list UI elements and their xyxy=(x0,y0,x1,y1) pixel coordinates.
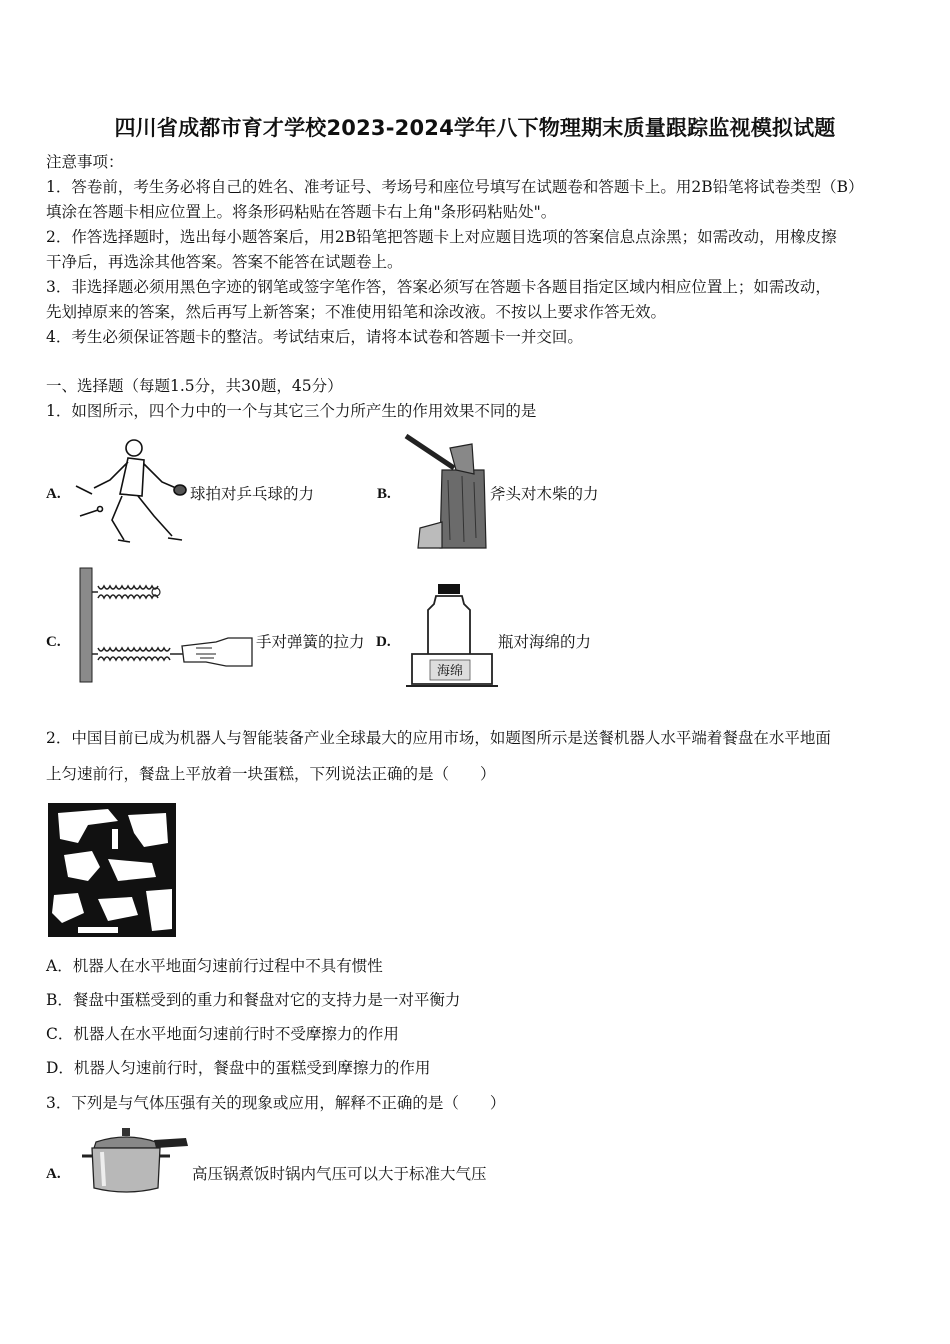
notice-line: 先划掉原来的答案，然后再写上新答案；不准使用铅笔和涂改液。不按以上要求作答无效。 xyxy=(46,303,667,321)
document-title: 四川省成都市育才学校2023-2024学年八下物理期末质量跟踪监视模拟试题 xyxy=(114,116,836,140)
notice-line: 干净后，再选涂其他答案。答案不能答在试题卷上。 xyxy=(46,253,403,271)
q1-option-b-letter: B. xyxy=(377,486,391,502)
spring-pull-image xyxy=(76,566,256,686)
q1-option-a-letter: A. xyxy=(46,486,61,502)
q1-option-b-text: 斧头对木柴的力 xyxy=(490,485,599,503)
q1-option-d-letter: D. xyxy=(376,634,391,650)
q1-option-c-letter: C. xyxy=(46,634,61,650)
section-heading: 一、选择题（每题1.5分，共30题，45分） xyxy=(46,377,343,395)
q3-option-a-letter: A. xyxy=(46,1166,61,1182)
question-2-stem-line1: 2．中国目前已成为机器人与智能装备产业全球最大的应用市场，如题图所示是送餐机器人水平端着餐盘在水平地面 xyxy=(46,729,831,747)
question-1-stem: 1．如图所示，四个力中的一个与其它三个力所产生的作用效果不同的是 xyxy=(46,402,537,420)
q1-option-c-text: 手对弹簧的拉力 xyxy=(256,633,365,651)
q1-option-a-text: 球拍对乒乓球的力 xyxy=(190,485,315,503)
notice-line: 2．作答选择题时，选出每小题答案后，用2B铅笔把答题卡上对应题目选项的答案信息点涂黑；如需改动，用橡皮擦 xyxy=(46,228,837,246)
table-tennis-player-image xyxy=(72,432,188,548)
notice-heading: 注意事项： xyxy=(46,153,124,171)
q2-option-a: A．机器人在水平地面匀速前行过程中不具有惯性 xyxy=(46,957,383,975)
sponge-label: 海绵 xyxy=(436,664,464,679)
delivery-robot-image xyxy=(48,803,176,937)
axe-wood-image xyxy=(402,430,492,550)
question-2-stem-line2: 上匀速前行，餐盘上平放着一块蛋糕，下列说法正确的是（ ） xyxy=(46,765,496,783)
pressure-cooker-image xyxy=(78,1126,190,1196)
notice-line: 3．非选择题必须用黑色字迹的钢笔或签字笔作答，答案必须写在答题卡各题目指定区域内相应位置上；如需改动， xyxy=(46,278,831,296)
notice-line: 4．考生必须保证答题卡的整洁。考试结束后，请将本试卷和答题卡一并交回。 xyxy=(46,328,583,346)
q2-option-b: B．餐盘中蛋糕受到的重力和餐盘对它的支持力是一对平衡力 xyxy=(46,991,461,1009)
notice-line: 1．答卷前，考生务必将自己的姓名、准考证号、考场号和座位号填写在试题卷和答题卡上。用2B铅笔将试卷类型（B） xyxy=(46,178,864,196)
notice-line: 填涂在答题卡相应位置上。将条形码粘贴在答题卡右上角"条形码粘贴处"。 xyxy=(46,203,557,221)
question-3-stem: 3．下列是与气体压强有关的现象或应用，解释不正确的是（ ） xyxy=(46,1094,506,1112)
q1-option-d-text: 瓶对海绵的力 xyxy=(498,633,592,651)
q2-option-c: C．机器人在水平地面匀速前行时不受摩擦力的作用 xyxy=(46,1025,399,1043)
bottle-on-sponge-image xyxy=(404,582,500,688)
q2-option-d: D．机器人匀速前行时，餐盘中的蛋糕受到摩擦力的作用 xyxy=(46,1059,431,1077)
q3-option-a-text: 高压锅煮饭时锅内气压可以大于标准大气压 xyxy=(192,1165,487,1183)
